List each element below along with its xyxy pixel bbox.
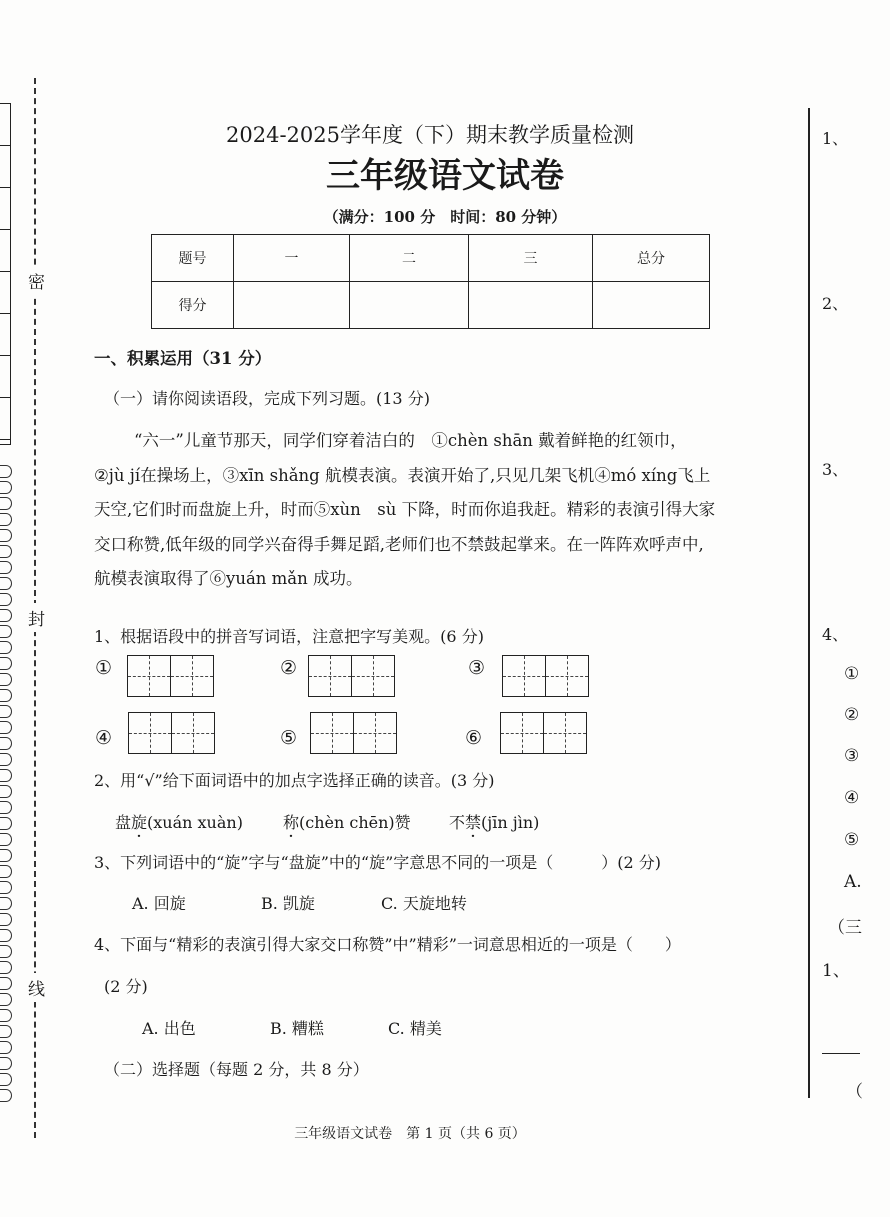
score-cell[interactable] xyxy=(350,282,469,329)
grid-label: ⑤ xyxy=(280,727,298,749)
question-4: 4、下面与“精彩的表演引得大家交口称赞”中”精彩”一词意思相近的一项是（ ） xyxy=(94,935,681,954)
binding-hole-mark xyxy=(0,945,12,958)
right-question-number: 3、 xyxy=(822,460,849,479)
right-fragment: （ xyxy=(846,1082,863,1102)
question-1: 1、根据语段中的拼音写词语，注意把字写美观。(6 分) xyxy=(94,627,484,646)
option-b[interactable]: B. 凯旋 xyxy=(261,894,315,913)
binding-hole-mark xyxy=(0,897,12,910)
binding-hole-mark xyxy=(0,721,12,734)
binding-hole-mark xyxy=(0,1089,12,1102)
right-fragment: ⑤ xyxy=(844,830,860,850)
question-4-points: (2 分) xyxy=(104,977,148,996)
writing-grid[interactable] xyxy=(310,712,397,754)
writing-grid[interactable] xyxy=(500,712,587,754)
column-divider xyxy=(808,108,810,1098)
dotted-char: 旋 xyxy=(131,813,148,832)
binding-hole-mark xyxy=(0,625,12,638)
page-footer: 三年级语文试卷 第 1 页（共 6 页） xyxy=(294,1126,526,1142)
right-fragment: ③ xyxy=(844,746,860,766)
paragraph-line: 天空,它们时而盘旋上升，时而⑤xùn sù 下降，时而你追我赶。精彩的表演引得大家 xyxy=(94,500,716,520)
pinyin-choices[interactable]: (jīn jìn) xyxy=(481,813,540,832)
right-fragment: ④ xyxy=(844,788,860,808)
option-c[interactable]: C. 天旋地转 xyxy=(381,894,467,913)
score-cell[interactable] xyxy=(593,282,710,329)
binding-hole-mark xyxy=(0,769,12,782)
writing-grid[interactable] xyxy=(127,655,214,697)
binding-hole-mark xyxy=(0,1009,12,1022)
option-a[interactable]: A. 回旋 xyxy=(132,894,186,913)
writing-grid[interactable] xyxy=(128,712,215,754)
binding-hole-mark xyxy=(0,593,12,606)
grid-label: ① xyxy=(95,657,113,679)
score-table-header: 二 xyxy=(350,235,469,282)
binding-hole-mark xyxy=(0,689,12,702)
option-b[interactable]: B. 糟糕 xyxy=(270,1019,324,1038)
reading-paragraph xyxy=(94,424,796,597)
binding-hole-mark xyxy=(0,801,12,814)
word-part: 盘 xyxy=(115,813,132,832)
pinyin-choices[interactable]: (chèn chēn)赞 xyxy=(299,813,411,832)
answer-line xyxy=(822,1053,860,1054)
score-table-header: 总分 xyxy=(593,235,710,282)
binding-hole-mark xyxy=(0,929,12,942)
writing-grid[interactable] xyxy=(502,655,589,697)
right-fragment: A. xyxy=(844,872,862,892)
binding-hole-mark xyxy=(0,961,12,974)
score-table-header: 题号 xyxy=(152,235,234,282)
score-table-header: 三 xyxy=(469,235,593,282)
binding-hole-mark xyxy=(0,737,12,750)
score-table xyxy=(151,234,710,329)
option-c[interactable]: C. 精美 xyxy=(388,1019,442,1038)
exam-subtitle: 2024-2025学年度（下）期末教学质量检测 xyxy=(226,123,634,147)
part-title: （二）选择题（每题 2 分，共 8 分） xyxy=(104,1060,369,1079)
binding-hole-mark xyxy=(0,705,12,718)
grid-label: ④ xyxy=(95,727,113,749)
dotted-char: 称 xyxy=(283,813,300,832)
binding-word-mi: 密 xyxy=(28,266,45,295)
binding-hole-marks xyxy=(0,465,14,1105)
binding-hole-mark xyxy=(0,657,12,670)
right-fragment: （三 xyxy=(828,918,862,938)
binding-hole-mark xyxy=(0,465,12,478)
binding-hole-mark xyxy=(0,1041,12,1054)
binding-hole-mark xyxy=(0,881,12,894)
grid-label: ② xyxy=(280,657,298,679)
exam-title: 三年级语文试卷 xyxy=(326,156,564,196)
score-table-label: 得分 xyxy=(152,282,234,329)
binding-hole-mark xyxy=(0,785,12,798)
binding-hole-mark xyxy=(0,545,12,558)
paragraph-line: 交口称赞,低年级的同学兴奋得手舞足蹈,老师们也不禁鼓起掌来。在一阵阵欢呼声中, xyxy=(94,534,704,554)
reading-option xyxy=(449,810,539,833)
right-question-number: 4、 xyxy=(822,625,849,644)
binding-hole-mark xyxy=(0,497,12,510)
binding-hole-mark xyxy=(0,529,12,542)
question-3: 3、下列词语中的“旋”字与“盘旋”中的“旋”字意思不同的一项是（ ）(2 分) xyxy=(94,853,662,872)
right-fragment: ② xyxy=(844,705,860,725)
binding-hole-mark xyxy=(0,865,12,878)
binding-hole-mark xyxy=(0,577,12,590)
binding-hole-mark xyxy=(0,609,12,622)
pinyin-choices[interactable]: (xuán xuàn) xyxy=(147,813,243,832)
grid-label: ⑥ xyxy=(465,727,483,749)
binding-hole-mark xyxy=(0,481,12,494)
binding-hole-mark xyxy=(0,753,12,766)
dotted-char: 禁 xyxy=(465,813,482,832)
paragraph-line: 航模表演取得了⑥yuán mǎn 成功。 xyxy=(94,569,363,589)
score-info: （满分：100 分 时间：80 分钟） xyxy=(323,208,567,226)
right-fragment: 1、 xyxy=(822,961,850,981)
part-title: （一）请你阅读语段，完成下列习题。(13 分) xyxy=(104,389,430,408)
binding-hole-mark xyxy=(0,561,12,574)
binding-hole-mark xyxy=(0,513,12,526)
right-fragment: ① xyxy=(844,664,860,684)
binding-hole-mark xyxy=(0,913,12,926)
binding-hole-mark xyxy=(0,673,12,686)
score-cell[interactable] xyxy=(234,282,350,329)
score-cell[interactable] xyxy=(469,282,593,329)
reading-option xyxy=(115,810,243,833)
binding-hole-mark xyxy=(0,1057,12,1070)
grid-label: ③ xyxy=(468,657,486,679)
option-a[interactable]: A. 出色 xyxy=(142,1019,196,1038)
section-title: 一、积累运用（31 分） xyxy=(94,349,272,368)
binding-hole-mark xyxy=(0,977,12,990)
score-table-header: 一 xyxy=(234,235,350,282)
paragraph-line: ②jù jí在操场上，③xīn shǎng 航模表演。表演开始了,只见几架飞机④mó xíng飞上 xyxy=(94,465,711,485)
binding-hole-mark xyxy=(0,641,12,654)
right-question-number: 2、 xyxy=(822,294,849,313)
question-2: 2、用“√”给下面词语中的加点字选择正确的读音。(3 分) xyxy=(94,771,495,790)
binding-hole-mark xyxy=(0,993,12,1006)
right-question-number: 1、 xyxy=(822,129,849,148)
reading-option xyxy=(283,810,411,833)
binding-word-feng: 封 xyxy=(28,603,45,632)
binding-hole-mark xyxy=(0,833,12,846)
binding-word-xian: 线 xyxy=(28,973,45,1002)
writing-grid[interactable] xyxy=(308,655,395,697)
binding-hole-mark xyxy=(0,1025,12,1038)
paragraph-line: “六一”儿童节那天，同学们穿着洁白的 ①chèn shān 戴着鲜艳的红领巾， xyxy=(134,431,687,450)
binding-hole-mark xyxy=(0,1073,12,1086)
binding-hole-mark xyxy=(0,849,12,862)
word-part: 不 xyxy=(449,813,466,832)
binding-hole-mark xyxy=(0,817,12,830)
